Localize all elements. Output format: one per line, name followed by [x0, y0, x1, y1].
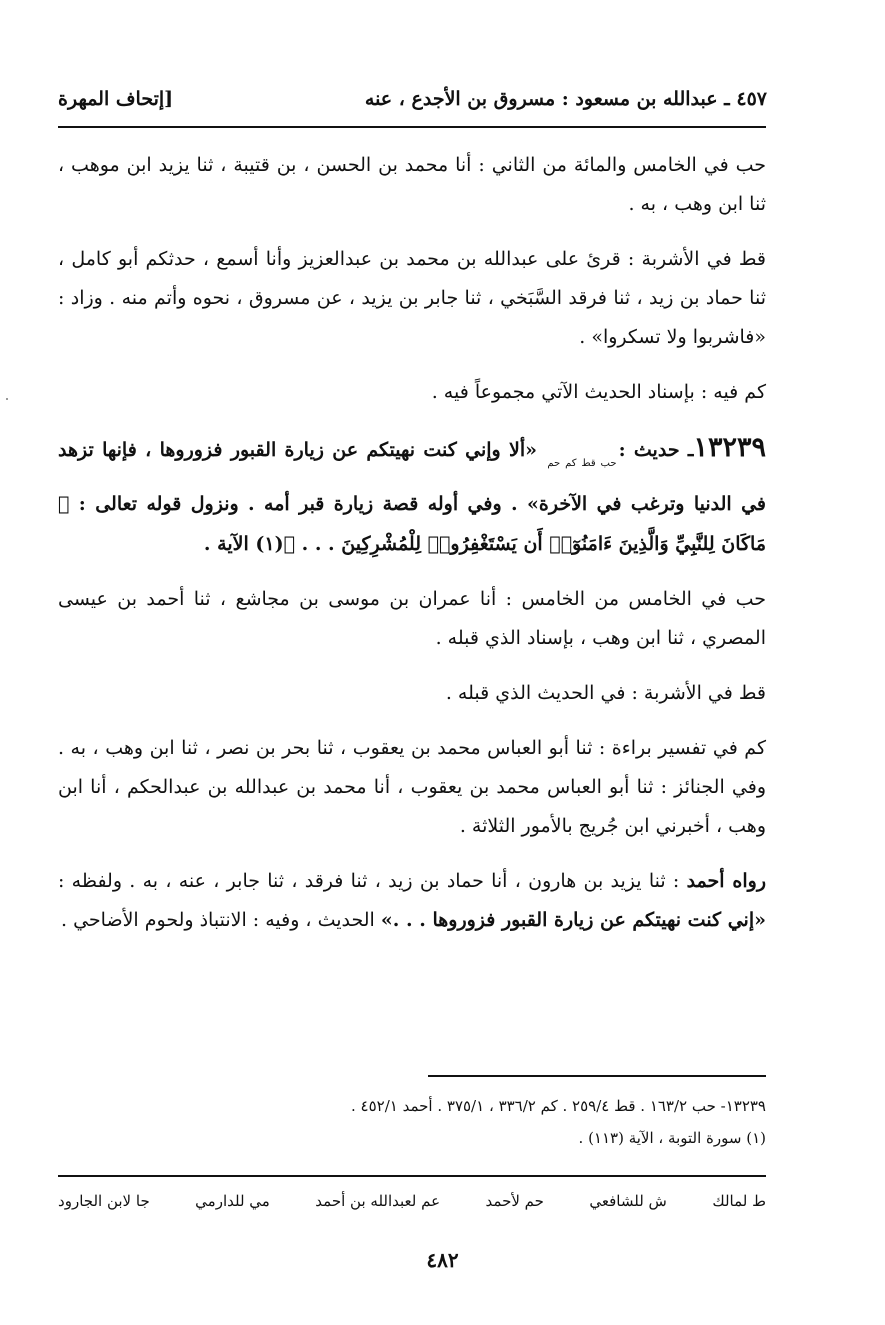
abbrev-darimi: مي للدارمي: [195, 1192, 270, 1210]
abbreviations-rule: [58, 1175, 766, 1177]
abbreviations-key: [58, 1192, 766, 1210]
running-title: ٤٥٧ ـ عبدالله بن مسعود : مسروق بن الأجدع ، عنه: [364, 88, 767, 110]
ahmad-quote: «إني كنت نهيتكم عن زيارة القبور فزوروها . . .»: [380, 909, 766, 931]
ahmad-text-1: : ثنا يزيد بن هارون ، أنا حماد بن زيد ، ثنا فرقد ، ثنا جابر ، عنه ، به . ولفظه :: [58, 870, 687, 892]
abbrev-ahmad: حم لأحمد: [485, 1192, 544, 1210]
abbrev-jarud: جا لابن الجارود: [58, 1192, 150, 1210]
book-title: [إتحاف المهرة: [58, 88, 174, 110]
paragraph-daraqutni: قط في الأشربة : قرئ على عبدالله بن محمد بن عبدالعزيز وأنا أسمع ، حدثكم أبو كامل ، ثنا حماد بن زيد ، ثنا فرقد السَّبَخي ، ثنا جابر بن يزيد ، عن مسروق ، نحوه وأتم منه . وزاد : «فاشربوا ولا تسكروا» .: [58, 248, 766, 348]
footnote-quran: (١) سورة التوبة ، الآية (١١٣) .: [578, 1129, 766, 1147]
footnote-sources: ١٣٢٣٩- حب ١٦٣/٢ . قط ٢٥٩/٤ . كم ٣٣٦/٢ ، ٣٧٥/١ . أحمد ٤٥٢/١ .: [351, 1097, 766, 1115]
ahmad-lead: رواه أحمد: [686, 870, 766, 892]
page-number: ٤٨٢: [426, 1248, 459, 1272]
paragraph-hibban: حب في الخامس والمائة من الثاني : أنا محمد بن الحسن ، بن قتيبة ، ثنا يزيد ابن موهب ، ثنا ابن وهب ، به .: [58, 154, 766, 215]
header-rule: [58, 126, 766, 128]
paragraph-hakim: كم فيه : بإسناد الحديث الآتي مجموعاً فيه .: [431, 381, 766, 403]
abbrev-abdullah: عم لعبدالله بن أحمد: [315, 1192, 441, 1210]
abbrev-malik: ط لمالك: [712, 1192, 766, 1210]
abbrev-shafii: ش للشافعي: [589, 1192, 667, 1210]
hadith-entry: [58, 428, 766, 564]
footnotes: [130, 1090, 766, 1154]
paragraph-ahmad: [58, 862, 766, 940]
hadith-label: ـ حديث :: [618, 439, 694, 461]
hadith-sigla: حب قط كم حم: [547, 458, 617, 469]
footnote-rule: [428, 1075, 766, 1077]
main-text: [58, 146, 766, 956]
paragraph-daraqutni-2: قط في الأشربة : في الحديث الذي قبله .: [445, 682, 766, 704]
hadith-text: «ألا وإني كنت نهيتكم عن زيارة القبور فزوروها ، فإنها تزهد في الدنيا وترغب في الآخرة» . وفي أوله قصة زيارة قبر أمه . ونزول قوله تعالى : ﴿ مَاكَانَ لِلنَّبِيِّ وَالَّذِينَ ءَامَنُوٓا۟ أَن يَسْتَغْفِرُوا۟ لِلْمُشْرِكِينَ . . . ﴾(١) الآية .: [58, 439, 766, 555]
paragraph-hakim-2: كم في تفسير براءة : ثنا أبو العباس محمد بن يعقوب ، ثنا بحر بن نصر ، ثنا ابن وهب ، به . وفي الجنائز : ثنا أبو العباس محمد بن يعقوب ، أنا محمد بن عبدالله بن عبدالحكم ، أنا ابن وهب ، أخبرني ابن جُريج بالأمور الثلاثة .: [58, 737, 766, 837]
ahmad-text-2: الحديث ، وفيه : الانتباذ ولحوم الأضاحي .: [61, 909, 381, 931]
paragraph-hibban-2: حب في الخامس من الخامس : أنا عمران بن موسى بن مجاشع ، ثنا أحمد بن عيسى المصري ، ثنا ابن وهب ، بإسناد الذي قبله .: [58, 588, 766, 649]
margin-mark: [6, 398, 8, 400]
page-header: [58, 84, 767, 120]
hadith-number: ١٣٢٣٩: [693, 432, 766, 463]
